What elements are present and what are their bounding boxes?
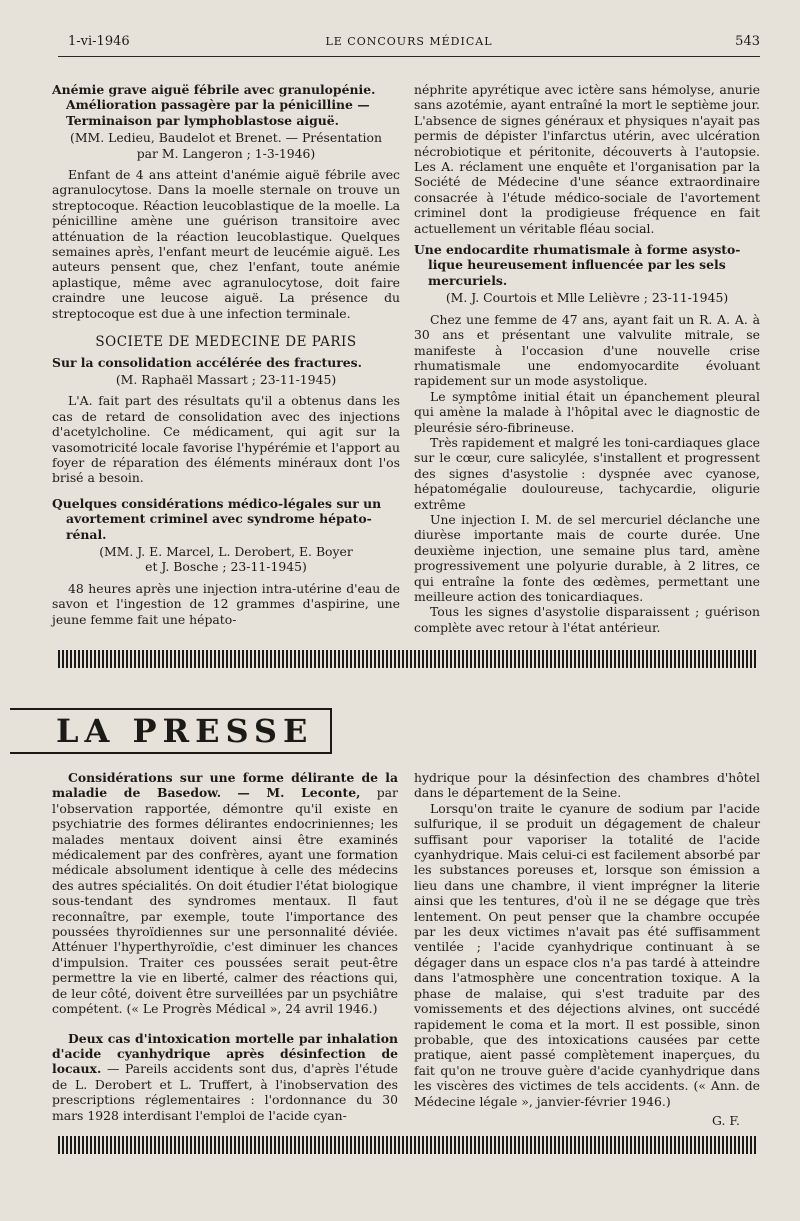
presse-title: LA PRESSE bbox=[56, 712, 314, 750]
header-rule bbox=[58, 56, 760, 57]
article-basedow bbox=[52, 770, 398, 1017]
society-heading: SOCIETE DE MEDECINE DE PARIS bbox=[95, 334, 357, 351]
page-number: 543 bbox=[735, 34, 760, 49]
article-body-continued: hydrique pour la désinfection des chambres d'hôtel dans le département de la Seine. bbox=[414, 770, 760, 801]
title-line: Amélioration passagère par la pénicilline — bbox=[66, 97, 370, 113]
title-line: Une endocardite rhumatismale à forme asysto- bbox=[414, 242, 741, 258]
page-header bbox=[58, 34, 760, 54]
article-byline: (M. Raphaël Massart ; 23-11-1945) bbox=[115, 371, 337, 387]
article-paragraph: Chez une femme de 47 ans, ayant fait un R. A. A. à 30 ans et présentant une valvulite mitrale, se manifeste à l'occasion d'une nouvelle crise rhumatismale une endomyocardite évoluant rapidement sur un mode asystolique. bbox=[414, 311, 760, 389]
column-bottom-left bbox=[52, 770, 398, 1123]
article-paragraph: Le symptôme initial était un épanchement pleural qui amène la malade à l'hôpital avec le diagnostic de pleurésie séro-fibrineuse. bbox=[414, 388, 760, 435]
article-body-continued: néphrite apyrétique avec ictère sans hémolyse, anurie sans azotémie, ayant entraîné la mort le septième jour. L'absence de signes généraux et physiques n'ayait pas permis de dépister l'infarctus utérin, avec ulcération nécrobiotique et péritonite, découverts à l'autopsie. Les A. réclament une enquête et l'organisation par la Société de Médecine d'une séance extraordinaire consacrée à l'étude médico-sociale de l'avortement criminel dont la prodigieuse fréquence en fait actuellement un véritable fléau social. bbox=[414, 82, 760, 236]
article-paragraph: Lorsqu'on traite le cyanure de sodium par l'acide sulfurique, il se produit un dégagement de chaleur suffisant pour vaporiser la totalité de l'acide cyanhydrique. Mais celui-ci est facilement absorbé par les substances poreuses et, lorsque son émission a lieu dans une chambre, il vient imprégner la literie ainsi que les tentures, d'où il ne se dégage que très lentement. On peut penser que la chambre occupée par les deux victimes n'avait pas été suffisamment ventilée ; l'acide cyanhydrique continuant à se dégager dans un espace clos n'a pas tardé à atteindre dans l'atmosphère une concentration toxique. A la phase de malaise, qui s'est traduite par des vomissements et des déjections alvines, ont succédé rapidement le coma et la mort. Il est possible, sinon probable, que des intoxications causées par cette pratique, aient passé complètement inaperçues, du fait qu'on ne trouve guère d'acide cyanhydrique dans les viscères des victimes de tels accidents. (« Ann. de Médecine légale », janvier-février 1946.) bbox=[414, 800, 760, 1109]
title-line: Anémie grave aiguë fébrile avec granulopénie. bbox=[52, 82, 376, 97]
issue-date: 1-vi-1946 bbox=[68, 34, 130, 49]
article-title-endocardite bbox=[414, 242, 760, 288]
title-line: avortement criminel avec syndrome hépato- bbox=[66, 511, 372, 527]
article-title-cyanhydrique: Deux cas d'intoxication mortelle par inhalation d'acide cyanhydrique après désinfection de locaux. bbox=[52, 1030, 398, 1077]
article-body: Enfant de 4 ans atteint d'anémie aiguë fébrile avec agranulocytose. Dans la moelle sternale on trouve un streptocoque. Réaction leucoblastique de la moelle. La pénicilline amène une guérison transitoire avec atténuation de la réaction leucoblastique. Quelques semaines après, l'enfant meurt de leucémie aiguë. Les auteurs pensent que, chez l'enfant, toute anémie aplastique, même avec agranulocytose, doit faire craindre une leucose aiguë. La présence du streptocoque est due à une infection terminale. bbox=[52, 167, 400, 321]
article-body: 48 heures après une injection intra-utérine d'eau de savon et l'ingestion de 12 grammes d'aspirine, une jeune femme fait une hépato- bbox=[52, 580, 400, 627]
article-byline bbox=[52, 130, 400, 161]
byline-line: (MM. Ledieu, Baudelot et Brenet. — Présentation bbox=[70, 130, 382, 146]
article-title-fractures: Sur la consolidation accélérée des fractures. bbox=[52, 354, 362, 370]
title-line: mercuriels. bbox=[428, 272, 508, 288]
article-author: — M. Leconte, bbox=[237, 785, 361, 801]
title-line: Quelques considérations médico-légales sur un bbox=[52, 495, 382, 511]
article-paragraph: Tous les signes d'asystolie disparaissent ; guérison complète avec retour à l'état antérieur. bbox=[414, 604, 760, 635]
article-title-basedow: Considérations sur une forme délirante de la maladie de Basedow. bbox=[52, 770, 398, 801]
article-body: L'A. fait part des résultats qu'il a obtenus dans les cas de retard de consolidation avec des injections d'acetylcholine. Ce médicament, qui agit sur la vasomotricité locale favorise l'hypérémie et l'apport au foyer de réparation des éléments minéraux dont l'os brisé a besoin. bbox=[52, 393, 400, 486]
decorative-rule-top bbox=[58, 650, 756, 668]
byline-line: et J. Bosche ; 23-11-1945) bbox=[145, 559, 307, 575]
title-line: lique heureusement influencée par les sels bbox=[428, 257, 726, 273]
column-bottom-right bbox=[414, 770, 760, 1128]
article-byline: (M. J. Courtois et Mlle Lelièvre ; 23-11-1945) bbox=[445, 290, 729, 306]
article-paragraph: Une injection I. M. de sel mercuriel déclanche une diurèse importante mais de courte durée. Une deuxième injection, une semaine plus tard, amène progressivement une polyurie durable, à 2 litres, ce qui entraîne la fonte des œdèmes, permettant une meilleure action des tonicardiaques. bbox=[414, 511, 760, 604]
title-line: Terminaison par lymphoblastose aiguë. bbox=[66, 112, 339, 128]
journal-name: LE CONCOURS MÉDICAL bbox=[325, 35, 493, 48]
article-title-anemie bbox=[52, 82, 400, 128]
column-top-left bbox=[52, 82, 400, 627]
byline-line: par M. Langeron ; 1-3-1946) bbox=[136, 145, 316, 161]
decorative-rule-bottom bbox=[58, 1136, 756, 1154]
byline-line: (MM. J. E. Marcel, L. Derobert, E. Boyer bbox=[99, 543, 353, 559]
article-byline bbox=[52, 544, 400, 575]
column-top-right bbox=[414, 82, 760, 635]
article-title-avortement bbox=[52, 496, 400, 542]
article-body: par l'observation rapportée, démontre qu'il existe en psychiatrie des formes délirantes endocriniennes; les malades mentaux doivent ainsi être examinés médicalement par des confrères, ayant une formation médicale absolument identique à celle des médecins des autres spécialités. On doit étudier l'état biologique sous-tendant des syndromes mentaux. Il faut reconnaître, par exemple, toute l'importance des poussées thyroïdiennes sur une personnalité déviée. Atténuer l'hyperthyroïdie, c'est diminuer les chances d'impulsion. Traiter ces poussées serait peut-être permettre la vie en liberté, calmer des réactions qui, de leur côté, doivent être surveillées par un psychiâtre compétent. (« Le Progrès Médical », 24 avril 1946.) bbox=[52, 785, 398, 1017]
title-line: rénal. bbox=[66, 526, 107, 542]
presse-banner bbox=[10, 708, 332, 754]
author-signature: G. F. bbox=[712, 1112, 740, 1128]
article-paragraph: Très rapidement et malgré les toni-cardiaques glace sur le cœur, cure salicylée, s'installent et progressent des signes d'asystolie : dyspnée avec cyanose, hépatomégalie douloureuse, tachycardie, oligurie extrême bbox=[414, 434, 760, 512]
article-body: — Pareils accidents sont dus, d'après l'étude de L. Derobert et L. Truffert, à l'inobservation des prescriptions réglementaires : l'ordonnance du 30 mars 1928 interdisant l'emploi de l'acide cyan- bbox=[52, 1061, 398, 1123]
article-cyanhydrique bbox=[52, 1031, 398, 1123]
